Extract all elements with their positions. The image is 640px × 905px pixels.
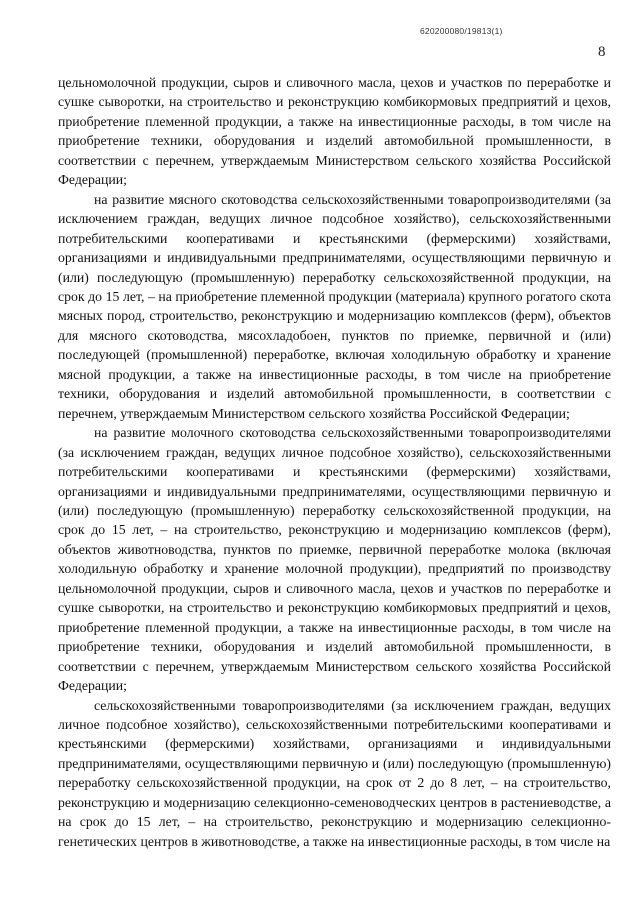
body-text [58,73,611,851]
paragraph-continuation: цельномолочной продукции, сыров и сливочного масла, цехов и участков по переработке и сушке сыворотки, на строительство и реконструкцию комбикормовых предприятий и цехов, приобретение племенной продукции, а также на инвестиционные расходы, в том числе на приобретение техники, оборудования и изделий автомобильной промышленности, в соответствии с перечнем, утверждаемым Министерством сельского хозяйства Российской Федерации; [58,75,611,188]
document-id: 620200080/19813(1) [420,26,503,36]
paragraph-dairy-cattle: на развитие молочного скотоводства сельскохозяйственными товаропроизводителями (за исключением граждан, ведущих личное подсобное хозяйство), сельскохозяйственными потребительскими кооперативами и крестьянскими (фермерскими) хозяйствами, организациями и индивидуальными предпринимателями, осуществляющими первичную и (или) последующую (промышленную) переработку сельскохозяйственной продукции, на срок до 15 лет, – на строительство, реконструкцию и модернизацию комплексов (ферм), объектов животноводства, пунктов по приемке, первичной переработке молока (включая холодильную обработку и хранение молочной продукции), предприятий по производству цельномолочной продукции, сыров и сливочного масла, цехов и участков по переработке и сушке сыворотки, на строительство и реконструкцию комбикормовых предприятий и цехов, приобретение племенной продукции, а также на инвестиционные расходы, в том числе на приобретение техники, оборудования и изделий автомобильной промышленности, в соответствии с перечнем, утверждаемым Министерством сельского хозяйства Российской Федерации; [58,425,611,694]
page-number: 8 [598,44,606,60]
paragraph-breeding-centers: сельскохозяйственными товаропроизводителями (за исключением граждан, ведущих личное подсобное хозяйство), сельскохозяйственными потребительскими кооперативами и крестьянскими (фермерскими) хозяйствами, организациями и индивидуальными предпринимателями, осуществляющими первичную и (или) последующую (промышленную) переработку сельскохозяйственной продукции, на срок от 2 до 8 лет, – на строительство, реконструкцию и модернизацию селекционно-семеноводческих центров в растениеводстве, а на срок до 15 лет, – на строительство, реконструкцию и модернизацию селекционно-генетических центров в животноводстве, а также на инвестиционные расходы, в том числе на [58,697,611,849]
paragraph-meat-cattle: на развитие мясного скотоводства сельскохозяйственными товаропроизводителями (за исключением граждан, ведущих личное подсобное хозяйство), сельскохозяйственными потребительскими кооперативами и крестьянскими (фермерскими) хозяйствами, организациями и индивидуальными предпринимателями, осуществляющими первичную и (или) последующую (промышленную) переработку сельскохозяйственной продукции, на срок до 15 лет, – на приобретение племенной продукции (материала) крупного рогатого скота мясных пород, строительство, реконструкцию и модернизацию комплексов (ферм), объектов для мясного скотоводства, мясохладобоен, пунктов по приемке, первичной и (или) последующей (промышленной) переработке, включая холодильную обработку и хранение мясной продукции, а также на инвестиционные расходы, в том числе на приобретение техники, оборудования и изделий автомобильной промышленности, в соответствии с перечнем, утверждаемым Министерством сельского хозяйства Российской Федерации; [58,191,611,421]
